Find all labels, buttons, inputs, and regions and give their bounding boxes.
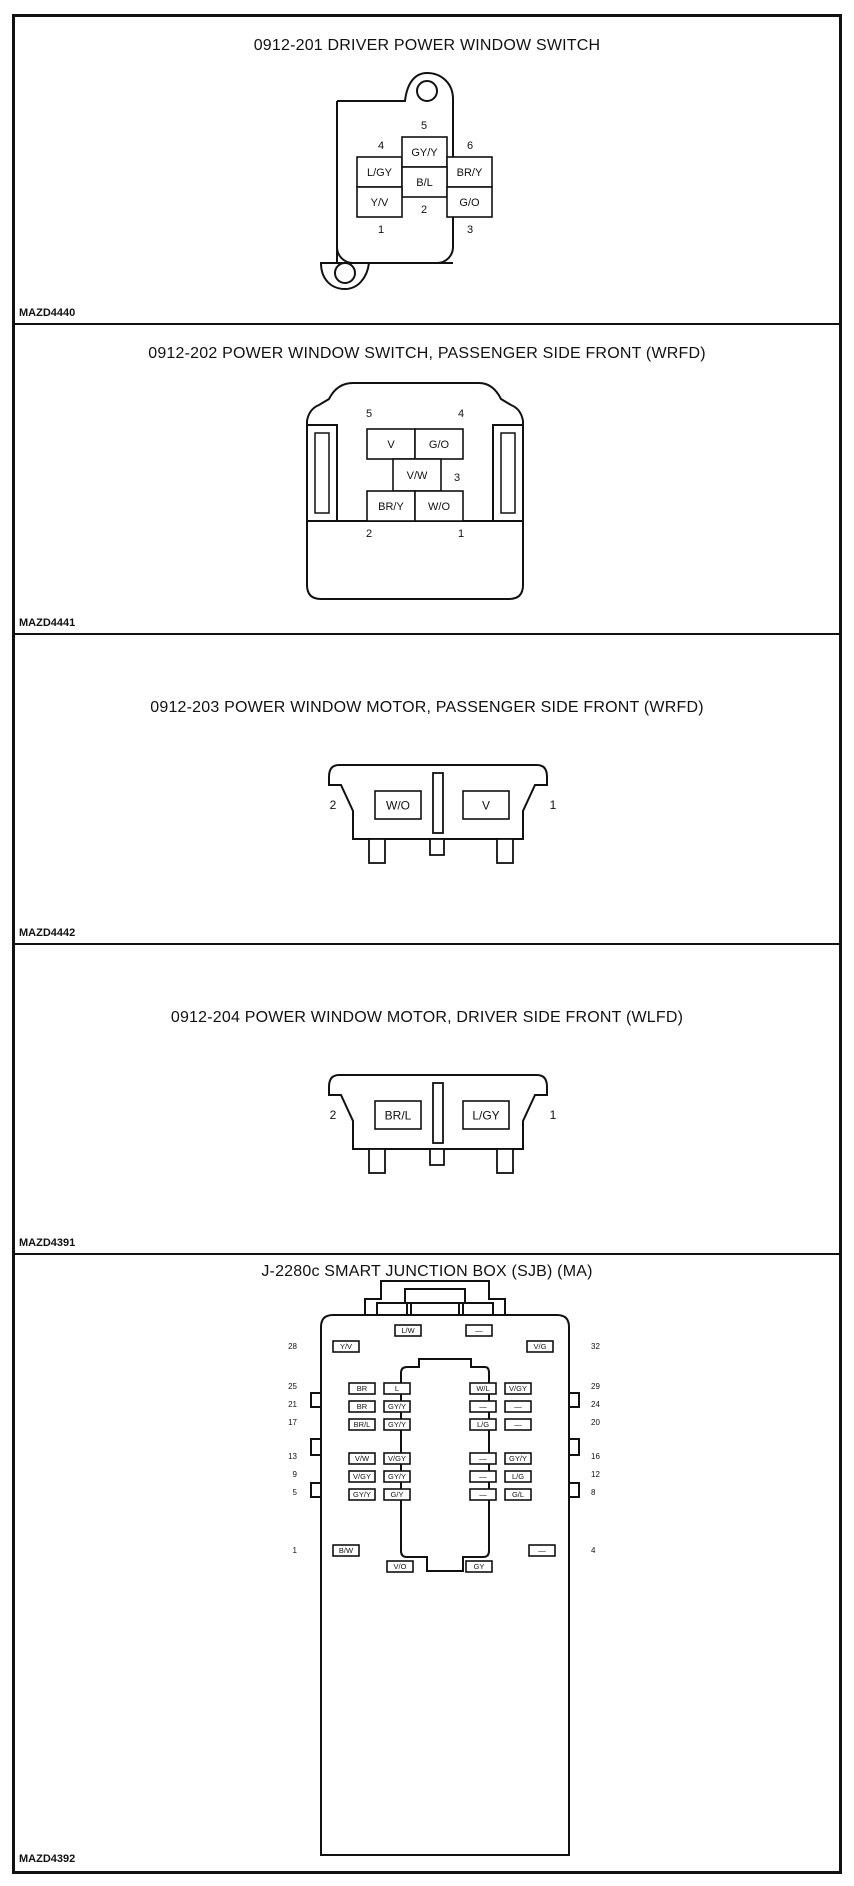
- connector-driver-motor: [15, 945, 845, 1255]
- side-tab: [311, 1483, 321, 1497]
- pin-number: 29: [591, 1382, 600, 1391]
- wire-color-label: V: [481, 798, 491, 813]
- wire-color-label: V/G: [533, 1342, 547, 1352]
- center-rib: [433, 773, 443, 833]
- wire-color-label: BR/Y: [456, 166, 483, 179]
- wire-color-label: GY/Y: [388, 1402, 406, 1412]
- center-rib: [433, 1083, 443, 1143]
- wire-color-label: W/L: [476, 1384, 490, 1394]
- panel-title: J-2280c SMART JUNCTION BOX (SJB) (MA): [261, 1263, 593, 1280]
- housing-outline: [321, 1315, 569, 1855]
- side-latch-left: [307, 425, 337, 521]
- wire-color-label: —: [475, 1326, 483, 1336]
- panel-title: 0912-203 POWER WINDOW MOTOR, PASSENGER SIDE FRONT (WRFD): [150, 699, 704, 716]
- pin-number: 13: [288, 1452, 297, 1461]
- wire-color-label: BR: [356, 1402, 368, 1412]
- wire-color-label: —: [538, 1546, 546, 1556]
- connector-passenger-switch: [15, 325, 845, 635]
- pin-number: 3: [453, 472, 461, 484]
- pin-number: 4: [377, 140, 385, 152]
- wire-color-label: V/W: [406, 469, 428, 482]
- wire-color-label: BR/Y: [378, 500, 404, 513]
- wire-color-label: Y/V: [339, 1342, 353, 1352]
- wire-color-label: B/L: [416, 176, 433, 189]
- pin-number: 5: [365, 408, 373, 420]
- wire-color-label: GY/Y: [411, 146, 438, 159]
- wire-color-label: GY/Y: [388, 1420, 406, 1430]
- wire-color-label: —: [514, 1402, 522, 1412]
- wire-color-label: L/G: [476, 1420, 490, 1430]
- wire-color-label: —: [514, 1420, 522, 1430]
- pin-number: 1: [292, 1546, 297, 1555]
- panel-driver-switch: [15, 17, 839, 325]
- pin-number: 5: [420, 120, 428, 132]
- terminal-tab: [369, 1149, 385, 1173]
- motor-connector: [329, 765, 557, 863]
- wire-color-label: Y/V: [370, 196, 389, 209]
- wire-color-label: GY/Y: [509, 1454, 527, 1464]
- pin-number: 2: [420, 204, 428, 216]
- pin-number: 12: [591, 1470, 600, 1479]
- pin-number: 21: [288, 1400, 297, 1409]
- wire-color-label: V/W: [354, 1454, 370, 1464]
- pin-number: 16: [591, 1452, 600, 1461]
- pin-number: 1: [549, 798, 557, 812]
- terminal-tab: [497, 839, 513, 863]
- latch-slot: [405, 1289, 465, 1303]
- wire-color-label: G/Y: [390, 1490, 404, 1500]
- mount-hole: [335, 263, 355, 283]
- wire-color-label: V/GY: [388, 1454, 406, 1464]
- latch-slot: [377, 1303, 407, 1315]
- pin-number: 25: [288, 1382, 297, 1391]
- pin-number: 2: [329, 798, 337, 812]
- pin-number: 8: [591, 1488, 596, 1497]
- connector-driver-switch: [15, 17, 845, 325]
- wire-color-label: G/L: [511, 1490, 525, 1500]
- pin-number: 4: [591, 1546, 596, 1555]
- panel-code: MAZD4441: [19, 617, 76, 629]
- wire-color-label: L/GY: [366, 166, 393, 179]
- latch-inner: [315, 433, 329, 513]
- panel-title: 0912-201 DRIVER POWER WINDOW SWITCH: [253, 37, 601, 54]
- pin-number: 1: [549, 1108, 557, 1122]
- latch-slot: [463, 1303, 493, 1315]
- panel-junction-box: [15, 1255, 839, 1871]
- wire-color-label: BR/L: [384, 1108, 412, 1123]
- wire-color-label: GY: [473, 1562, 485, 1572]
- panel-driver-motor: [15, 945, 839, 1255]
- panel-passenger-switch: [15, 325, 839, 635]
- pin-number: 2: [365, 528, 373, 540]
- side-latch-right: [493, 425, 523, 521]
- connector-junction-box: [15, 1255, 845, 1871]
- side-tab: [569, 1393, 579, 1407]
- diagram-sheet: [12, 14, 842, 1874]
- top-latch: [365, 1281, 505, 1315]
- terminal-tab: [369, 839, 385, 863]
- panel-title: 0912-204 POWER WINDOW MOTOR, DRIVER SIDE FRONT (WLFD): [170, 1009, 684, 1026]
- wire-color-label: —: [479, 1454, 487, 1464]
- wire-color-label: V: [387, 438, 395, 451]
- motor-connector: [329, 1075, 557, 1173]
- panel-code: MAZD4440: [19, 307, 76, 319]
- pin-number: 28: [288, 1342, 297, 1351]
- wire-color-label: BR: [356, 1384, 368, 1394]
- wire-color-label: L: [394, 1384, 400, 1394]
- side-tab: [569, 1483, 579, 1497]
- side-tab: [311, 1439, 321, 1455]
- junction-box: [288, 1281, 600, 1855]
- side-tab: [311, 1393, 321, 1407]
- terminal-tab: [497, 1149, 513, 1173]
- latch-inner: [501, 433, 515, 513]
- side-tab: [569, 1439, 579, 1455]
- terminal-tab: [430, 839, 444, 855]
- panel-title: 0912-202 POWER WINDOW SWITCH, PASSENGER SIDE FRONT (WRFD): [148, 345, 706, 362]
- mount-hole: [417, 81, 437, 101]
- pin-number: 4: [457, 408, 465, 420]
- pin-number: 6: [466, 140, 474, 152]
- panel-passenger-motor: [15, 635, 839, 945]
- wire-color-label: W/O: [428, 500, 450, 513]
- pin-number: 1: [457, 528, 465, 540]
- wire-color-label: V/O: [393, 1562, 407, 1572]
- pin-number: 24: [591, 1400, 600, 1409]
- pin-number: 9: [292, 1470, 297, 1479]
- wire-color-label: —: [479, 1402, 487, 1412]
- panel-code: MAZD4392: [19, 1853, 76, 1865]
- wire-color-label: L/GY: [472, 1108, 500, 1123]
- pin-number: 2: [329, 1108, 337, 1122]
- pin-number: 20: [591, 1418, 600, 1427]
- wire-color-label: L/W: [401, 1326, 415, 1336]
- panel-code: MAZD4442: [19, 927, 76, 939]
- wire-color-label: V/GY: [509, 1384, 527, 1394]
- wire-color-label: GY/Y: [388, 1472, 406, 1482]
- wire-color-label: G/O: [428, 438, 450, 451]
- terminal-tab: [430, 1149, 444, 1165]
- pin-number: 1: [377, 224, 385, 236]
- latch-slot: [411, 1303, 459, 1315]
- wire-color-label: B/W: [338, 1546, 354, 1556]
- connector-passenger-motor: [15, 635, 845, 945]
- wire-color-label: BR/L: [353, 1420, 371, 1430]
- pin-number: 5: [292, 1488, 297, 1497]
- wire-color-label: —: [479, 1472, 487, 1482]
- wire-color-label: V/GY: [353, 1472, 371, 1482]
- wire-color-label: GY/Y: [353, 1490, 371, 1500]
- wire-color-label: —: [479, 1490, 487, 1500]
- pin-number: 32: [591, 1342, 600, 1351]
- panel-code: MAZD4391: [19, 1237, 76, 1249]
- pin-number: 3: [466, 224, 474, 236]
- wire-color-label: L/G: [511, 1472, 525, 1482]
- wire-color-label: W/O: [386, 798, 410, 813]
- wire-color-label: G/O: [459, 196, 480, 209]
- pin-number: 17: [288, 1418, 297, 1427]
